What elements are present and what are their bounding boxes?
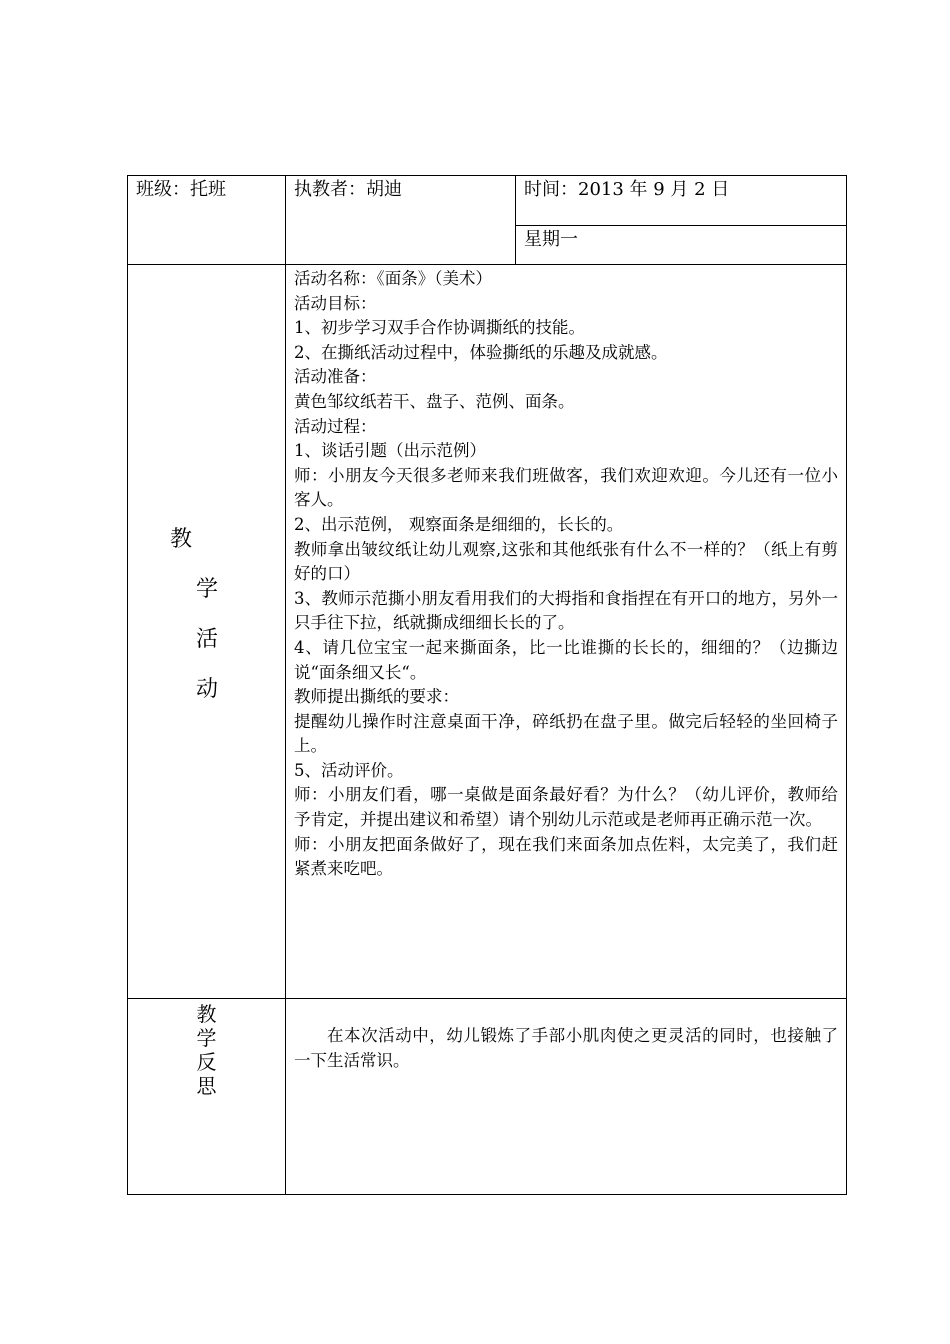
activity-line: 1、谈话引题（出示范例）	[294, 441, 486, 461]
time-label: 时间：2013 年 9 月 2 日	[524, 179, 730, 200]
activity-line: 提醒幼儿操作时注意桌面干净，碎纸扔在盘子里。做完后轻轻的坐回椅子上。	[294, 711, 838, 756]
activity-line: 教师提出撕纸的要求：	[294, 687, 459, 707]
activity-line: 活动准备：	[294, 367, 377, 387]
activity-line: 3、教师示范撕小朋友看用我们的大拇指和食指捏在有开口的地方，另外一只手往下拉，纸就撕成细细长长的了。	[294, 588, 838, 633]
activity-content-cell	[286, 265, 847, 999]
weekday-cell	[516, 226, 847, 265]
activity-line: 2、在撕纸活动过程中，体验撕纸的乐趣及成就感。	[294, 342, 668, 362]
activity-label-char: 教	[170, 527, 193, 552]
activity-line: 活动目标：	[294, 293, 377, 313]
activity-label-char: 学	[196, 577, 219, 602]
teacher-cell	[286, 176, 516, 265]
teacher-label: 执教者：胡迪	[294, 179, 402, 200]
weekday-label: 星期一	[524, 229, 578, 250]
class-label: 班级：托班	[136, 179, 226, 200]
activity-label-char: 动	[196, 677, 219, 702]
reflection-label-char: 思	[196, 1074, 217, 1098]
reflection-label-char: 反	[196, 1050, 217, 1074]
lesson-plan-table	[127, 175, 847, 1195]
activity-line: 师：小朋友今天很多老师来我们班做客，我们欢迎欢迎。今儿还有一位小客人。	[294, 465, 838, 510]
activity-line: 5、活动评价。	[294, 760, 404, 780]
activity-line: 4、请几位宝宝一起来撕面条，比一比谁撕的长长的，细细的？（边撕边说“面条细又长“。	[294, 637, 838, 682]
reflection-label-char: 学	[196, 1026, 217, 1050]
activity-line: 活动过程：	[294, 416, 377, 436]
reflection-label-char: 教	[196, 1002, 217, 1026]
activity-line: 教师拿出皱纹纸让幼儿观察,这张和其他纸张有什么不一样的？（纸上有剪好的口）	[294, 539, 838, 584]
activity-line: 2、出示范例， 观察面条是细细的，长长的。	[294, 514, 624, 534]
activity-label-cell	[128, 265, 286, 999]
reflection-text: 在本次活动中，幼儿锻炼了手部小肌肉使之更灵活的同时，也接触了一下生活常识。	[294, 1026, 838, 1070]
class-cell	[128, 176, 286, 265]
activity-line: 师：小朋友把面条做好了，现在我们来面条加点佐料，太完美了，我们赶紧煮来吃吧。	[294, 834, 838, 879]
reflection-content-cell	[286, 999, 847, 1195]
activity-line: 1、初步学习双手合作协调撕纸的技能。	[294, 318, 585, 338]
time-cell	[516, 176, 847, 226]
activity-line: 黄色邹纹纸若干、盘子、范例、面条。	[294, 391, 575, 411]
activity-line: 师：小朋友们看，哪一桌做是面条最好看？为什么？（幼儿评价，教师给予肯定，并提出建议和希望）请个别幼儿示范或是老师再正确示范一次。	[294, 785, 838, 830]
reflection-label-cell	[128, 999, 286, 1195]
activity-label-char: 活	[196, 627, 219, 652]
activity-line: 活动名称：《面条》（美术）	[294, 269, 492, 288]
